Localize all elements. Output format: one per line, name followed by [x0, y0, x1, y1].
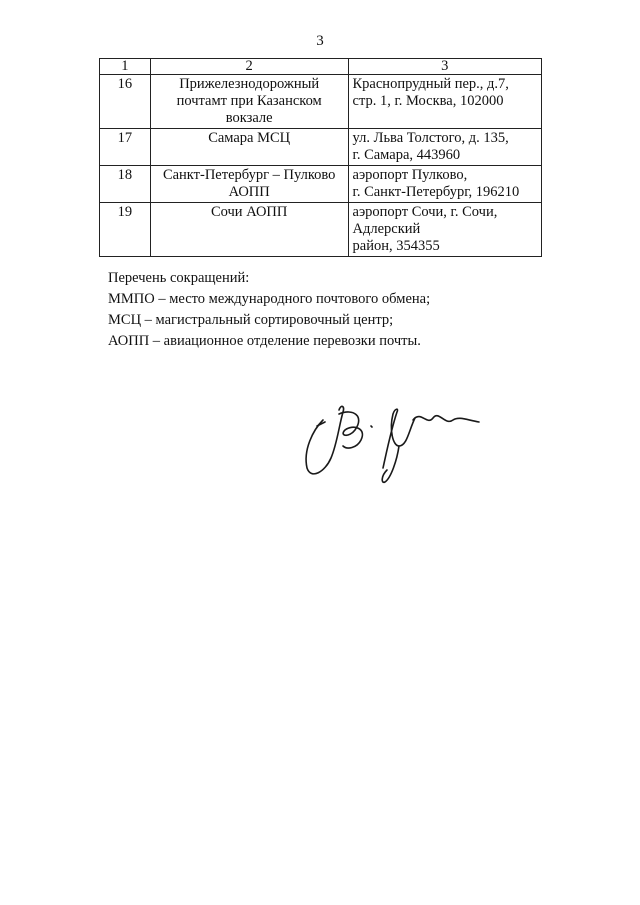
address-line: ул. Льва Толстого, д. 135,: [352, 130, 509, 146]
address-line: стр. 1, г. Москва, 102000: [352, 93, 504, 109]
table-row: [100, 203, 542, 257]
abbreviation-item: МСЦ – магистральный сортировочный центр;: [108, 312, 394, 328]
office-address: [348, 129, 541, 166]
abbreviations-list: [108, 268, 430, 352]
row-number: 17: [100, 129, 151, 166]
office-address: [348, 203, 541, 257]
page-number: 3: [316, 33, 324, 49]
address-line: аэропорт Сочи, г. Сочи, Адлерский: [352, 204, 498, 237]
column-header-1: 1: [100, 59, 151, 75]
office-name-line: Прижелезнодорожный: [179, 76, 320, 92]
table-row: [100, 166, 542, 203]
row-number: 19: [100, 203, 151, 257]
office-name: [150, 203, 348, 257]
handwritten-signature: [295, 390, 485, 490]
office-address: [348, 75, 541, 129]
abbreviation-item: ММПО – место международного почтового обмена;: [108, 291, 431, 307]
column-header-2: 2: [150, 59, 348, 75]
row-number: 16: [100, 75, 151, 129]
row-number: 18: [100, 166, 151, 203]
office-name: [150, 129, 348, 166]
office-name: [150, 166, 348, 203]
address-line: район, 354355: [352, 238, 440, 254]
abbreviations-title: Перечень сокращений:: [108, 270, 250, 286]
table-row: [100, 75, 542, 129]
office-name-line: вокзале: [225, 110, 273, 126]
address-line: Краснопрудный пер., д.7,: [352, 76, 509, 92]
address-line: г. Самара, 443960: [352, 147, 461, 163]
office-address: [348, 166, 541, 203]
table-header-row: [100, 59, 542, 75]
column-header-3: 3: [348, 59, 541, 75]
office-name-line: Самара МСЦ: [208, 130, 291, 146]
office-name-line: Сочи АОПП: [210, 204, 288, 220]
address-line: г. Санкт-Петербург, 196210: [352, 184, 520, 200]
address-line: аэропорт Пулково,: [352, 167, 468, 183]
post-offices-table: [99, 58, 542, 257]
office-name-line: АОПП: [228, 184, 270, 200]
office-name-line: Санкт-Петербург – Пулково: [162, 167, 336, 183]
table-row: [100, 129, 542, 166]
office-name-line: почтамт при Казанском: [176, 93, 322, 109]
abbreviation-item: АОПП – авиационное отделение перевозки почты.: [108, 333, 421, 349]
office-name: [150, 75, 348, 129]
